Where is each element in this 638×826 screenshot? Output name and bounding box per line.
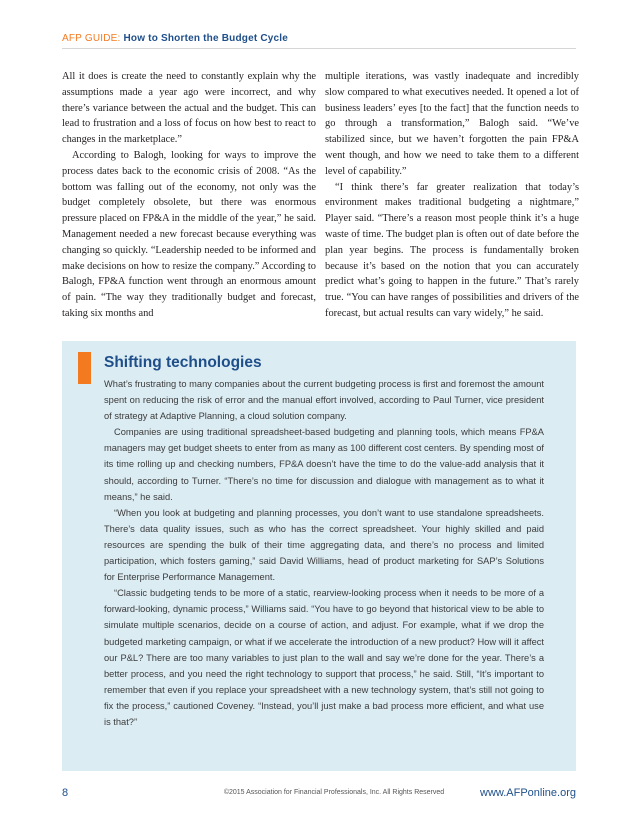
sidebar-title: Shifting technologies [104,354,262,371]
body-paragraph: multiple iterations, was vastly inadequate and incredibly slow compared to what executives needed. It opened a lot of business leaders’ eyes [to the fact] that the function needs to go through a transformation,” Balogh said. “We’ve stabilized since, but we haven’t forgotten the pain FP&A went though, and how we need to take them to a different level of capability.” [325,71,579,177]
website-link[interactable]: www.AFPonline.org [480,787,576,799]
body-paragraph: “I think there’s far greater realization that today’s environment makes traditional budgeting a nightmare,” Player said. “There’s a reason most people think it’s a huge waste of time. The budget plan is often out of date before the plan year begins. The process is fundamentally broken because it’s based on the notion that you can accurately predict what’s going to happen in the future.” That’s rarely true. “You can have ranges of possibilities and drivers of the forecast, but actual results can vary widely,” he said. [325,181,579,319]
sidebar-text [104,376,544,730]
running-header [62,33,288,44]
body-paragraph: All it does is create the need to constantly explain why the assumptions made a year ago were incorrect, and why there’s variance between the actual and the budget. This can lead to frustration and a loss of focus on how best to react to changes in the marketplace.” [62,71,316,146]
header-title: How to Shorten the Budget Cycle [123,33,289,44]
header-divider [62,48,576,49]
body-column-left [62,69,316,322]
page-footer [62,787,576,801]
sidebar-paragraph: Companies are using traditional spreadsheet-based budgeting and planning tools, which means FP&A managers may get budget sheets to enter from as many as 100 different cost centers. By spending most of its time rolling up and checking numbers, FP&A doesn’t have the time to do the value-add analysis that it should, according to Turner. “There’s no time for discussion and dialogue with management as to what it means,” he said. [104,427,544,502]
sidebar-paragraph: What’s frustrating to many companies about the current budgeting process is first and foremost the amount spent on reducing the risk of error and the manual effort involved, according to Paul Turner, vice president of strategy at Adaptive Planning, a cloud solution company. [104,379,544,422]
sidebar-box [62,341,576,771]
header-prefix: AFP GUIDE: [62,33,121,44]
sidebar-paragraph: “When you look at budgeting and planning processes, you don’t want to use standalone spreadsheets. There’s data quality issues, such as who has the correct spreadsheet. Your highly skilled and paid resources are spending the bulk of their time aggregating data, and there’s no process and limited participation, which fosters gaming,” said David Williams, head of product marketing for SAP’s Solutions for Enterprise Performance Management. [104,507,544,583]
sidebar-accent-bar [78,352,91,384]
body-paragraph: According to Balogh, looking for ways to improve the process dates back to the economic crisis of 2008. “As the bottom was falling out of the economy, not only was the budget completely obsolete, but there was enormous pressure placed on FP&A in the middle of the year,” he said. Management needed a new forecast because everything was changing so quickly. “Leadership needed to be informed and make decisions on how to resize the company.” According to Balogh, FP&A function went through an enormous amount of pain. “The way they traditionally budget and forecast, taking six months and [62,149,316,319]
sidebar-paragraph: “Classic budgeting tends to be more of a static, rearview-looking process when it needs to be more of a forward-looking, dynamic process,” Williams said. “You have to go beyond that historical view to be able to simulate multiple scenarios, decide on a course of action, and adjust. For example, what if we drop the budgeted marketing campaign, or what if we accelerate the introduction of a new product? How will it affect our P&L? There are too many variables to just plan to the wall and say we’re done for the year. There’s a better process, and you need the right technology to support that process,” he said. Still, “It’s important to remember that even if you replace your spreadsheet with a new technology system, that’s still not going to fix the process,” cautioned Coveney. “Instead, you’ll just make a bad process more efficient, and what use is that?” [104,588,544,727]
body-column-right [325,69,579,322]
page-number: 8 [62,787,69,799]
copyright-notice: ©2015 Association for Financial Professionals, Inc. All Rights Reserved [223,789,445,796]
